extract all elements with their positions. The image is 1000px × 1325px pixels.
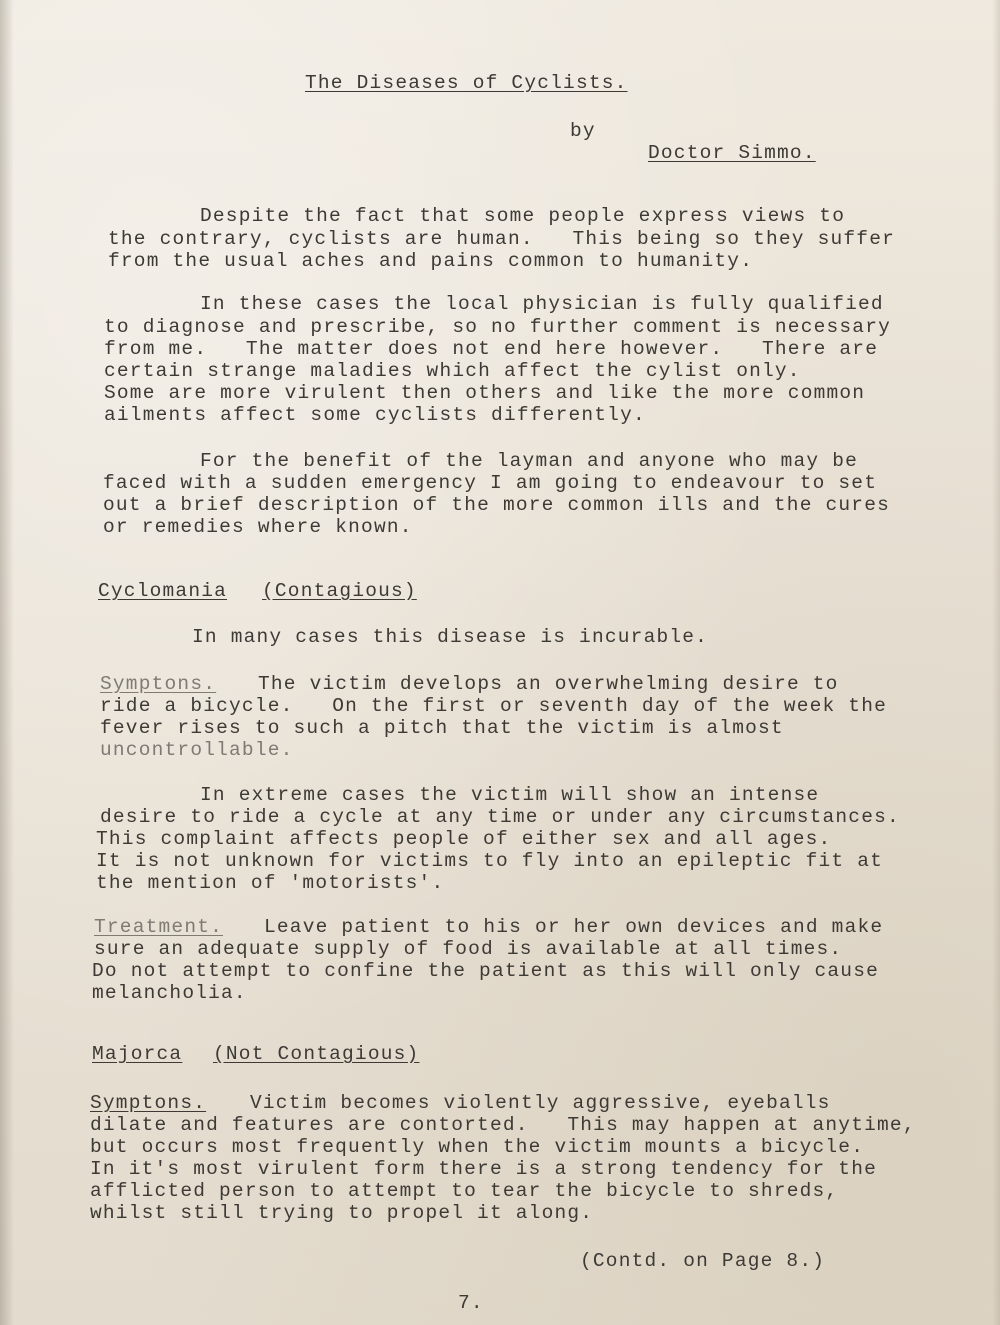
section-heading-cyclomania: Cyclomania [98,580,228,602]
cyclomania-symptoms-line: The victim develops an overwhelming desire to [258,673,839,695]
intro-p2-line: certain strange maladies which affect the cylist only. [104,360,801,382]
byline-by: by [570,120,596,142]
cyclomania-treatment-line: Leave patient to his or her own devices and make [264,916,884,938]
majorca-symptoms-line: In it's most virulent form there is a strong tendency for the [90,1158,878,1180]
cyclomania-symptoms-label: Symptons. [100,673,217,695]
majorca-symptoms-line: dilate and features are contorted. This may happen at anytime, [90,1114,916,1136]
intro-p2-line: In these cases the local physician is fully qualified [200,293,884,315]
page-number: 7. [458,1292,484,1314]
continued-note: (Contd. on Page 8.) [580,1250,826,1272]
intro-p2-line: to diagnose and prescribe, so no further comment is necessary [104,316,892,338]
page-edge-shadow-left [0,0,14,1325]
intro-p1-line: from the usual aches and pains common to humanity. [108,250,754,272]
intro-p2-line: Some are more virulent then others and like the more common [104,382,866,404]
cyclomania-extreme-line: desire to ride a cycle at any time or under any circumstances. [100,806,900,828]
cyclomania-extreme-line: In extreme cases the victim will show an intense [200,784,820,806]
article-author: Doctor Simmo. [648,142,816,164]
majorca-symptoms-line: Victim becomes violently aggressive, eyeballs [250,1092,831,1114]
section-tag-not-contagious: (Not Contagious) [213,1043,420,1065]
cyclomania-symptoms-line: ride a bicycle. On the first or seventh day of the week the [100,695,888,717]
article-title: The Diseases of Cyclists. [305,72,628,94]
cyclomania-treatment-line: Do not attempt to confine the patient as this will only cause [92,960,880,982]
cyclomania-lead: In many cases this disease is incurable. [192,626,709,648]
cyclomania-treatment-line: sure an adequate supply of food is available at all times. [94,938,843,960]
majorca-symptoms-line: whilst still trying to propel it along. [90,1202,594,1224]
majorca-symptoms-line: afflicted person to attempt to tear the bicycle to shreds, [90,1180,839,1202]
intro-p1-line: Despite the fact that some people express views to [200,205,846,227]
cyclomania-extreme-line: It is not unknown for victims to fly into an epileptic fit at [96,850,884,872]
intro-p3-line: For the benefit of the layman and anyone who may be [200,450,858,472]
intro-p3-line: or remedies where known. [103,516,413,538]
intro-p2-line: ailments affect some cyclists differently. [104,404,646,426]
cyclomania-symptoms-line: fever rises to such a pitch that the victim is almost [100,717,784,739]
cyclomania-symptoms-line: uncontrollable. [100,739,294,761]
cyclomania-treatment-line: melancholia. [92,982,247,1004]
cyclomania-extreme-line: the mention of 'motorists'. [96,872,445,894]
cyclomania-extreme-line: This complaint affects people of either sex and all ages. [96,828,832,850]
intro-p1-line: the contrary, cyclists are human. This being so they suffer [108,228,896,250]
majorca-symptoms-line: but occurs most frequently when the victim mounts a bicycle. [90,1136,865,1158]
intro-p2-line: from me. The matter does not end here however. There are [104,338,879,360]
majorca-symptoms-label: Symptons. [90,1092,207,1114]
section-tag-contagious: (Contagious) [262,580,417,602]
intro-p3-line: out a brief description of the more common ills and the cures [103,494,891,516]
intro-p3-line: faced with a sudden emergency I am going to endeavour to set [103,472,878,494]
page-edge-shadow-right [992,0,1000,1325]
cyclomania-treatment-label: Treatment. [94,916,224,938]
section-heading-majorca: Majorca [92,1043,183,1065]
